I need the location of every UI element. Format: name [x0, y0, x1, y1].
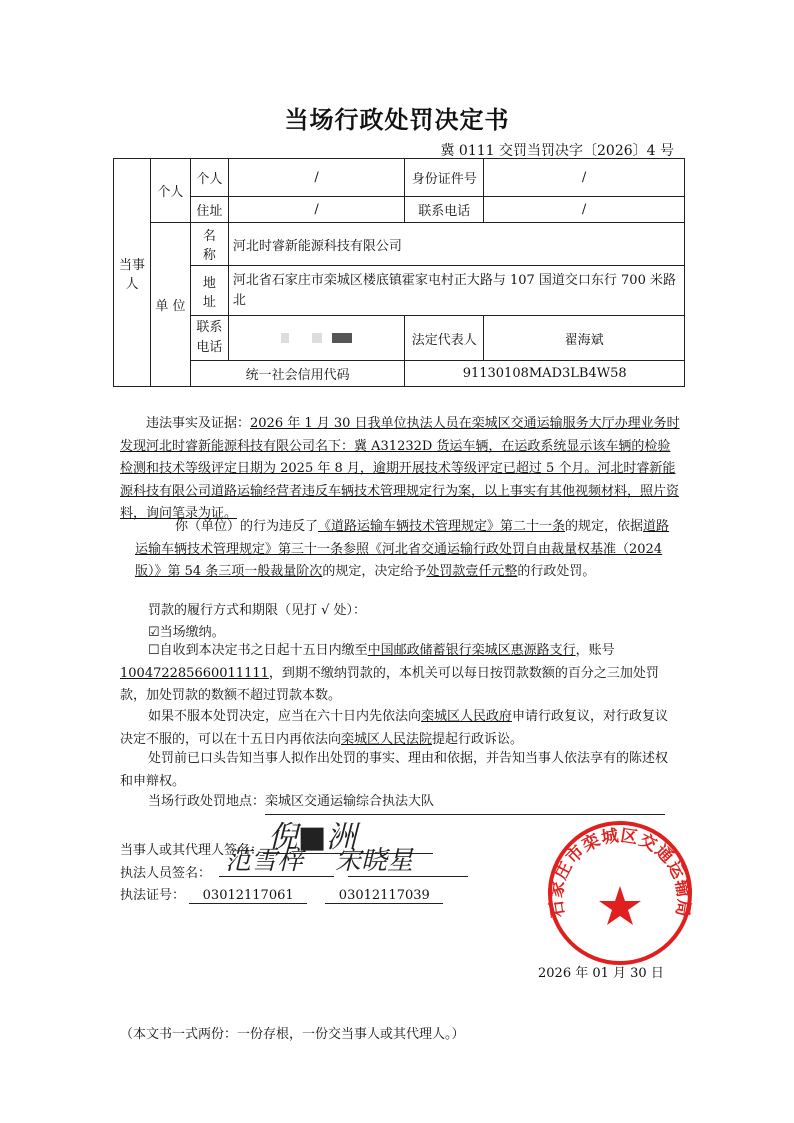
- decision-date: 2026 年 01 月 30 日: [538, 966, 664, 981]
- facts-paragraph: [120, 413, 680, 526]
- payment-heading: 罚款的履行方式和期限（见打 √ 处）：: [148, 603, 367, 618]
- review-text-1: 如果不服本处罚决定，应当在六十日内先依法向: [148, 709, 422, 724]
- id-label: 身份证件号: [405, 159, 484, 197]
- officer-signature-label: 执法人员签名：: [120, 866, 212, 881]
- violation-text-4: 的行政处罚。: [517, 564, 596, 579]
- unit-name-value: 河北时睿新能源科技有限公司: [228, 223, 684, 266]
- payment-text-2: ，账号: [575, 643, 615, 658]
- official-seal: [545, 818, 695, 968]
- violation-text-1: 你（单位）的行为违反了: [175, 519, 319, 534]
- facts-text: 2026 年 1 月 30 日我单位执法人员在栾城区交通运输服务大厅办理业务时发现河北时睿新能源科技有限公司名下：冀 A31232D 货运车辆，在运政系统显示该车辆的检验检测和技术等级评定日期为 2025 年 8 月，逾期开展技术等级评定已超过 5 个月。河北时睿新能源科技有限公司道路运输经营者违反车辆技术管理规定行为案，以上事实有其他视频材料，照片资料，询问笔录为证。: [120, 416, 680, 521]
- officer1-signature: 范雪梓: [225, 846, 304, 876]
- facts-label: 违法事实及证据：: [146, 416, 251, 431]
- unit-phone-label: 联系电话: [190, 316, 228, 361]
- place-value: 栾城区交通运输综合执法大队: [265, 791, 665, 815]
- violation-text-3: 的规定，决定给予: [322, 564, 427, 579]
- phone-label: 联系电话: [405, 197, 484, 223]
- unit-phone-value: [228, 316, 405, 361]
- unit-address-value: 河北省石家庄市栾城区楼底镇霍家屯村正大路与 107 国道交口东行 700 米路北: [228, 266, 684, 316]
- review-government: 栾城区人民政府: [421, 709, 513, 724]
- payment-option-onsite: ☑当场缴纳。: [148, 625, 225, 640]
- payment-text-3: ，到期不缴纳罚款的，本机关可以每日按罚款数额的百分之三加处罚款，加处罚款的数额不超过罚款本数。: [120, 665, 659, 703]
- address-label: 住址: [190, 197, 228, 223]
- individual-label: 个人: [150, 159, 190, 223]
- seal-text: 石家庄市栾城区交通运输局: [546, 825, 694, 919]
- unit-label: 单 位: [150, 223, 190, 387]
- credit-code-label: 统一社会信用代码: [190, 361, 404, 387]
- violation-paragraph: [135, 516, 680, 584]
- review-text-3: 提起行政诉讼。: [432, 731, 524, 747]
- bank-account: 100472285660011111: [120, 665, 269, 681]
- document-number: 冀 0111 交罚当罚决字〔2026〕4 号: [440, 143, 674, 159]
- person-value: /: [228, 159, 405, 197]
- cert-label: 执法证号：: [120, 888, 186, 903]
- cert-number-2: 03012117039: [325, 888, 443, 904]
- officer2-signature: 宋晓星: [335, 846, 414, 876]
- violation-text-2: 的规定，依据: [565, 519, 644, 534]
- unit-name-label: 名 称: [190, 223, 228, 266]
- person-label: 个人: [190, 159, 228, 197]
- address-value: /: [228, 197, 405, 223]
- place-line: [148, 791, 673, 815]
- payment-option-bank: [120, 640, 680, 708]
- notice-paragraph: 处罚前已口头告知当事人拟作出处罚的事实、理由和依据，并告知当事人依法享有的陈述权和申辩权。: [120, 751, 669, 789]
- party-label: 当事人: [114, 159, 151, 387]
- page-title: 当场行政处罚决定书: [284, 106, 510, 134]
- basis-law: 道路运输车辆技术管理规定》第三十一条参照《河北省交通运输行政处罚自由裁量权基准（2024 版）》第 54 条三项一般裁量阶次: [135, 519, 670, 579]
- party-signature: 倪■洲: [268, 820, 357, 855]
- footer-note: （本文书一式两份：一份存根，一份交当事人或其代理人。）: [120, 1027, 465, 1042]
- place-label: 当场行政处罚地点：: [148, 794, 266, 809]
- penalty-amount: 处罚款壹仟元整: [426, 564, 518, 579]
- legal-rep-label: 法定代表人: [405, 316, 484, 361]
- bank-name: 中国邮政储蓄银行栾城区惠源路支行: [367, 643, 576, 658]
- cert-number-1: 03012117061: [189, 888, 307, 904]
- party-info-table: [113, 158, 685, 387]
- review-text-2: 申请行政复议，对行政复议决定不服的，可以在十五日内再依法向: [120, 709, 669, 747]
- seal-star-icon: [599, 886, 641, 925]
- party-signature-label: 当事人或其代理人签名：: [120, 843, 264, 858]
- unit-address-label: 地 址: [190, 266, 228, 316]
- credit-code-value: 91130108MAD3LB4W58: [405, 361, 685, 387]
- review-court: 栾城区人民法院: [341, 731, 433, 747]
- review-paragraph: [120, 706, 680, 751]
- cert-line: [120, 884, 443, 904]
- phone-value: /: [484, 197, 685, 223]
- violated-law: 《道路运输车辆技术管理规定》第二十一条: [318, 519, 566, 534]
- id-value: /: [484, 159, 685, 197]
- payment-text-1: ☐自收到本决定书之日起十五日内缴至: [148, 643, 368, 658]
- legal-rep-value: 翟海斌: [484, 316, 685, 361]
